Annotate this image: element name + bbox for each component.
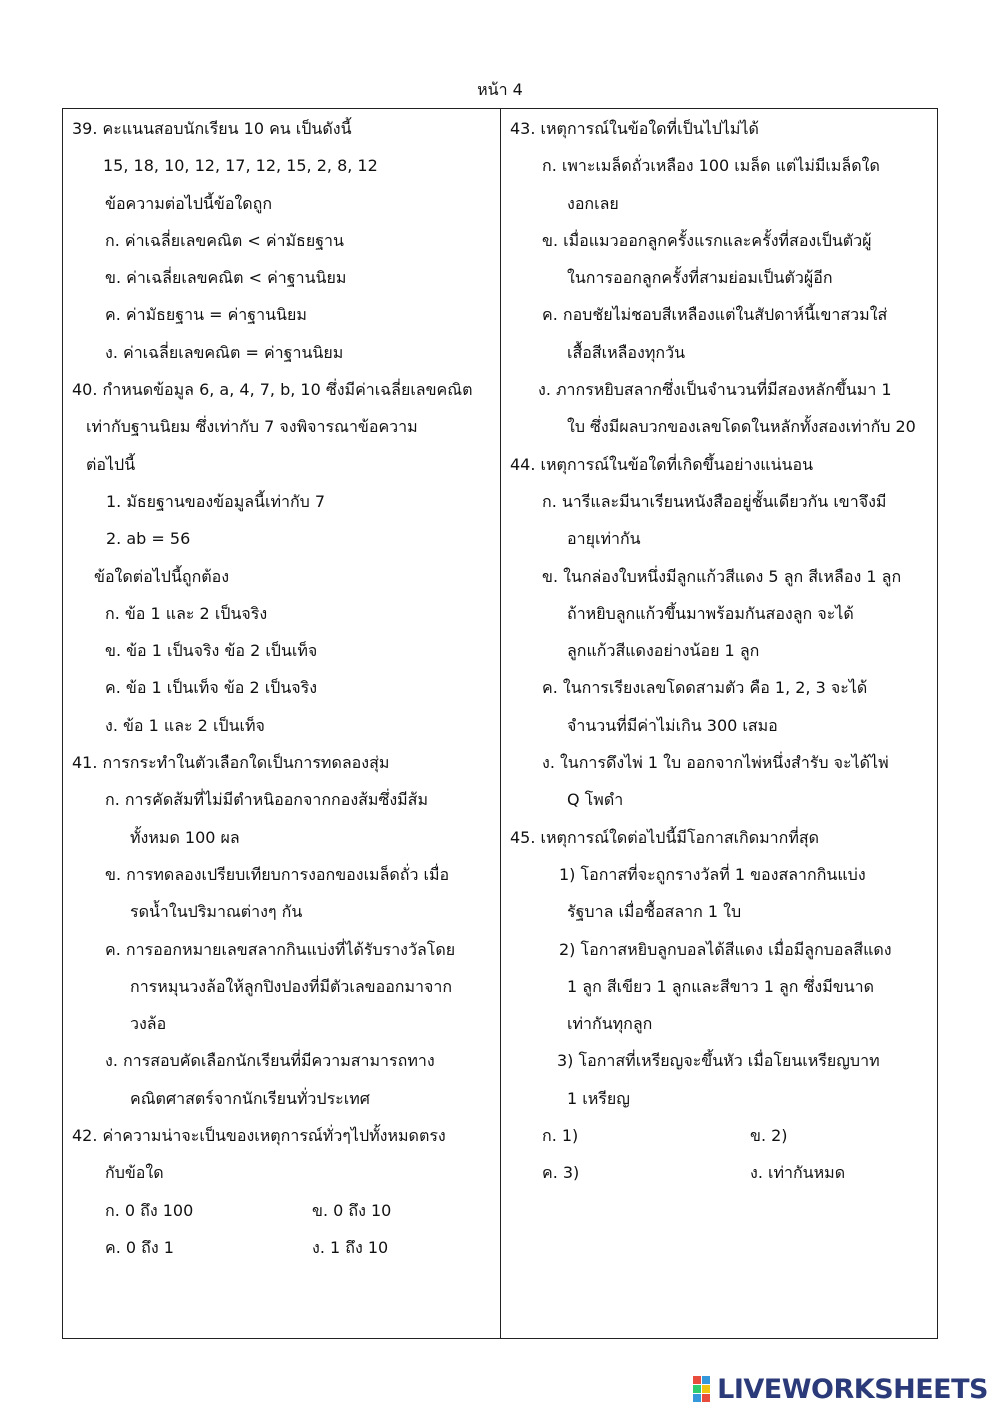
q41-option-c-cont: การหมุนวงล้อให้ลูกปิงปองที่มีตัวเลขออกมาจาก	[130, 976, 453, 996]
q44-option-a[interactable]: ก. นารีและมีนาเรียนหนังสืออยู่ชั้นเดียวกัน เขาจึงมี	[542, 491, 887, 511]
q39-option-a[interactable]: ก. ค่าเฉลี่ยเลขคณิต < ค่ามัธยฐาน	[105, 230, 344, 250]
q45-item-1: 1) โอกาสที่จะถูกรางวัลที่ 1 ของสลากกินแบ่ง	[559, 864, 866, 884]
q39-option-c[interactable]: ค. ค่ามัธยฐาน = ค่าฐานนิยม	[105, 305, 307, 325]
logo-grid-icon	[693, 1376, 711, 1402]
q39-text: 39. คะแนนสอบนักเรียน 10 คน เป็นดังนี้	[72, 119, 352, 138]
q42-option-a[interactable]: ก. 0 ถึง 100	[105, 1200, 194, 1220]
q44-option-b-cont: ถ้าหยิบลูกแก้วขึ้นมาพร้อมกันสองลูก จะได้	[567, 603, 854, 623]
q42-option-d[interactable]: ง. 1 ถึง 10	[312, 1237, 389, 1257]
q42-options-row-2	[72, 1229, 492, 1266]
q41-option-b-cont: รดน้ำในปริมาณต่างๆ กัน	[130, 902, 303, 922]
q39-prompt: ข้อความต่อไปนี้ข้อใดถูก	[105, 193, 273, 213]
right-column	[510, 110, 930, 1192]
q40-text-2: เท่ากับฐานนิยม ซึ่งเท่ากับ 7 จงพิจารณาข้อความ	[86, 417, 418, 437]
q42-text-2: กับข้อใด	[105, 1163, 164, 1183]
q45-option-d[interactable]: ง. เท่ากันหมด	[750, 1163, 846, 1183]
q41-option-b[interactable]: ข. การทดลองเปรียบเทียบการงอกของเมล็ดถั่ว เมื่อ	[105, 864, 450, 884]
q43-option-b[interactable]: ข. เมื่อแมวออกลูกครั้งแรกและครั้งที่สองเป็นตัวผู้	[542, 230, 872, 250]
q43-option-a[interactable]: ก. เพาะเมล็ดถั่วเหลือง 100 เมล็ด แต่ไม่มีเมล็ดใด	[542, 156, 880, 176]
q42-option-b[interactable]: ข. 0 ถึง 10	[312, 1200, 392, 1220]
liveworksheets-logo	[693, 1374, 988, 1404]
q40-option-a[interactable]: ก. ข้อ 1 และ 2 เป็นจริง	[105, 603, 268, 623]
q40-statement-1: 1. มัธยฐานของข้อมูลนี้เท่ากับ 7	[106, 491, 326, 511]
q45-item-1-cont: รัฐบาล เมื่อซื้อสลาก 1 ใบ	[567, 902, 742, 922]
q45-item-3-cont: 1 เหรียญ	[567, 1088, 630, 1108]
q41-option-d-cont: คณิตศาสตร์จากนักเรียนทั่วประเทศ	[130, 1088, 370, 1108]
q39-option-d[interactable]: ง. ค่าเฉลี่ยเลขคณิต = ค่าฐานนิยม	[105, 342, 344, 362]
q45-options-row-1	[510, 1117, 930, 1154]
q43-option-c[interactable]: ค. กอบชัยไม่ชอบสีเหลืองแต่ในสัปดาห์นี้เขาสวมใส่	[542, 305, 888, 325]
left-column	[72, 110, 492, 1266]
q40-option-b[interactable]: ข. ข้อ 1 เป็นจริง ข้อ 2 เป็นเท็จ	[105, 641, 318, 661]
q43-option-c-cont: เสื้อสีเหลืองทุกวัน	[567, 342, 686, 362]
q40-statement-2: 2. ab = 56	[106, 529, 191, 549]
q40-text-3: ต่อไปนี้	[86, 454, 136, 474]
q40-text: 40. กำหนดข้อมูล 6, a, 4, 7, b, 10 ซึ่งมีค่าเฉลี่ยเลขคณิต	[72, 380, 473, 400]
q41-option-d[interactable]: ง. การสอบคัดเลือกนักเรียนที่มีความสามารถทาง	[105, 1051, 435, 1071]
q39-data: 15, 18, 10, 12, 17, 12, 15, 2, 8, 12	[103, 156, 378, 176]
q41-option-c-cont-2: วงล้อ	[130, 1014, 167, 1034]
q44-option-b[interactable]: ข. ในกล่องใบหนึ่งมีลูกแก้วสีแดง 5 ลูก สีเหลือง 1 ลูก	[542, 566, 902, 586]
q44-text: 44. เหตุการณ์ในข้อใดที่เกิดขึ้นอย่างแน่นอน	[510, 454, 814, 474]
q44-option-b-cont-2: ลูกแก้วสีแดงอย่างน้อย 1 ลูก	[567, 641, 760, 661]
q41-option-c[interactable]: ค. การออกหมายเลขสลากกินแบ่งที่ได้รับรางวัลโดย	[105, 939, 456, 959]
q41-option-a-cont: ทั้งหมด 100 ผล	[130, 827, 240, 847]
q45-item-2: 2) โอกาสหยิบลูกบอลได้สีแดง เมื่อมีลูกบอลสีแดง	[559, 939, 892, 959]
q45-option-b[interactable]: ข. 2)	[750, 1126, 788, 1146]
q41-option-a[interactable]: ก. การคัดส้มที่ไม่มีตำหนิออกจากกองส้มซึ่งมีส้ม	[105, 790, 428, 810]
q43-option-a-cont: งอกเลย	[567, 193, 619, 213]
q45-item-2-cont: 1 ลูก สีเขียว 1 ลูกและสีขาว 1 ลูก ซึ่งมีขนาด	[567, 976, 874, 996]
q44-option-c-cont: จำนวนที่มีค่าไม่เกิน 300 เสมอ	[567, 715, 778, 735]
q39-option-b[interactable]: ข. ค่าเฉลี่ยเลขคณิต < ค่าฐานนิยม	[105, 268, 347, 288]
q45-option-c[interactable]: ค. 3)	[542, 1163, 580, 1183]
q45-option-a[interactable]: ก. 1)	[542, 1126, 579, 1146]
q44-option-c[interactable]: ค. ในการเรียงเลขโดดสามตัว คือ 1, 2, 3 จะได้	[542, 678, 868, 698]
q44-option-d[interactable]: ง. ในการดึงไพ่ 1 ใบ ออกจากไพ่หนึ่งสำรับ จะได้ไพ่	[542, 753, 889, 773]
q43-option-b-cont: ในการออกลูกครั้งที่สามย่อมเป็นตัวผู้อีก	[567, 268, 833, 288]
q44-option-a-cont: อายุเท่ากัน	[567, 529, 641, 549]
logo-text: LIVEWORKSHEETS	[717, 1373, 988, 1405]
q42-option-c[interactable]: ค. 0 ถึง 1	[105, 1237, 174, 1257]
q42-options-row-1	[72, 1192, 492, 1229]
q40-option-d[interactable]: ง. ข้อ 1 และ 2 เป็นเท็จ	[105, 715, 265, 735]
q40-prompt: ข้อใดต่อไปนี้ถูกต้อง	[94, 566, 230, 586]
q41-text: 41. การกระทำในตัวเลือกใดเป็นการทดลองสุ่ม	[72, 753, 390, 773]
q42-text: 42. ค่าความน่าจะเป็นของเหตุการณ์ทั่วๆไปทั้งหมดตรง	[72, 1126, 446, 1146]
q45-text: 45. เหตุการณ์ใดต่อไปนี้มีโอกาสเกิดมากที่สุด	[510, 827, 820, 847]
q43-option-d-cont: ใบ ซึ่งมีผลบวกของเลขโดดในหลักทั้งสองเท่ากับ 20	[567, 417, 916, 437]
page-number: หน้า 4	[477, 80, 523, 99]
q45-item-3: 3) โอกาสที่เหรียญจะขึ้นหัว เมื่อโยนเหรียญบาท	[557, 1051, 880, 1071]
q40-option-c[interactable]: ค. ข้อ 1 เป็นเท็จ ข้อ 2 เป็นจริง	[105, 678, 318, 698]
q45-options-row-2	[510, 1154, 930, 1191]
q43-option-d[interactable]: ง. ภากรหยิบสลากซึ่งเป็นจำนวนที่มีสองหลักขึ้นมา 1	[538, 380, 892, 400]
q44-option-d-cont: Q โพดำ	[567, 790, 624, 810]
q43-text: 43. เหตุการณ์ในข้อใดที่เป็นไปไม่ได้	[510, 119, 759, 138]
column-divider	[500, 108, 501, 1339]
q45-item-2-cont-2: เท่ากันทุกลูก	[567, 1014, 653, 1034]
